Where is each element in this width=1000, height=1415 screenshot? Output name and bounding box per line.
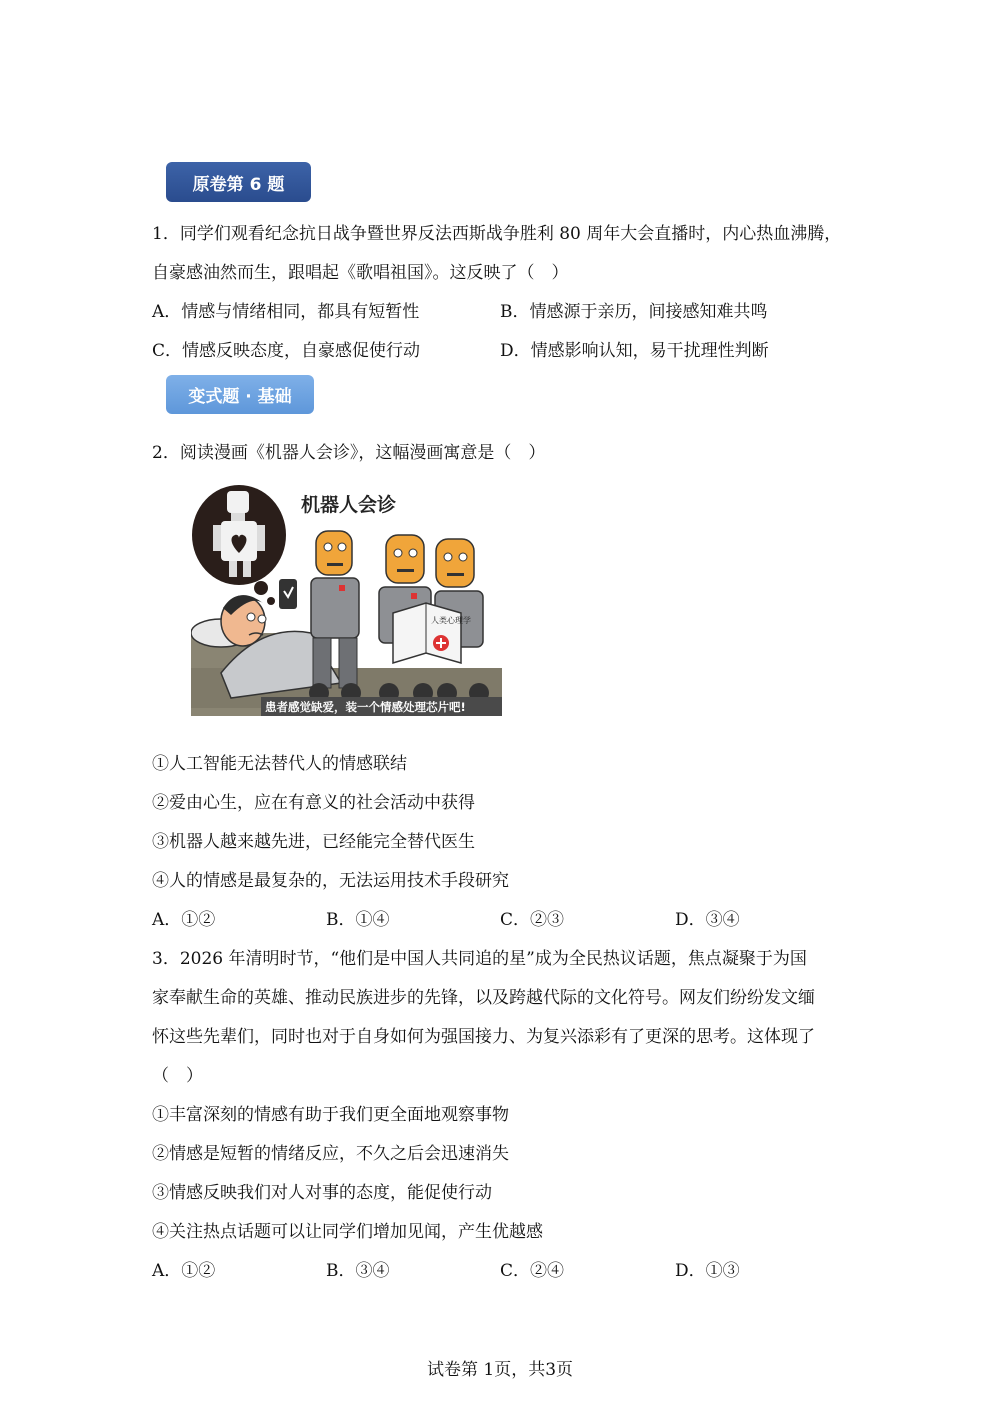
book-label: 人类心理学 bbox=[431, 616, 471, 625]
q3-statement-2: ②情感是短暂的情绪反应，不久之后会迅速消失 bbox=[152, 1144, 509, 1164]
q2-statement-3: ③机器人越来越先进，已经能完全替代医生 bbox=[152, 832, 475, 852]
q2-option-b: B．①④ bbox=[326, 910, 390, 930]
q2-option-c: C．②③ bbox=[500, 910, 565, 930]
robot-consultation-cartoon bbox=[191, 483, 502, 716]
q3-option-d: D．①③ bbox=[675, 1261, 740, 1281]
q1-option-a: A．情感与情绪相同，都具有短暂性 bbox=[152, 302, 420, 322]
q3-stem-line3: 怀这些先辈们，同时也对于自身如何为强国接力、为复兴添彩有了更深的思考。这体现了 bbox=[152, 1027, 815, 1047]
q3-option-a: A．①② bbox=[152, 1261, 216, 1281]
q1-stem-line2: 自豪感油然而生，跟唱起《歌唱祖国》。这反映了（ ） bbox=[152, 263, 569, 283]
original-question-tag: 原卷第 6 题 bbox=[166, 162, 311, 202]
q2-option-a: A．①② bbox=[152, 910, 216, 930]
q3-statement-4: ④关注热点话题可以让同学们增加见闻，产生优越感 bbox=[152, 1222, 543, 1242]
q2-statement-2: ②爱由心生，应在有意义的社会活动中获得 bbox=[152, 793, 475, 813]
q3-option-b: B．③④ bbox=[326, 1261, 390, 1281]
page-footer: 试卷第 1页，共3页 bbox=[426, 1360, 574, 1380]
q1-stem-line1: 1．同学们观看纪念抗日战争暨世界反法西斯战争胜利 80 周年大会直播时，内心热血沸腾， bbox=[152, 224, 842, 244]
q1-option-d: D．情感影响认知，易干扰理性判断 bbox=[500, 341, 769, 361]
q2-stem: 2．阅读漫画《机器人会诊》，这幅漫画寓意是（ ） bbox=[152, 443, 546, 463]
q3-option-c: C．②④ bbox=[500, 1261, 565, 1281]
q1-option-b: B．情感源于亲历，间接感知难共鸣 bbox=[500, 302, 768, 322]
q3-stem-line2: 家奉献生命的英雄、推动民族进步的先锋，以及跨越代际的文化符号。网友们纷纷发文缅 bbox=[152, 988, 815, 1008]
q3-statement-1: ①丰富深刻的情感有助于我们更全面地观察事物 bbox=[152, 1105, 509, 1125]
variant-question-tag: 变式题 · 基础 bbox=[166, 375, 314, 414]
q3-stem-line1: 3．2026 年清明时节，“他们是中国人共同追的星”成为全民热议话题，焦点凝聚于为国 bbox=[152, 949, 807, 969]
cartoon-caption: 患者感觉缺爱，装一个情感处理芯片吧! bbox=[265, 700, 466, 714]
q3-stem-line4: （ ） bbox=[152, 1066, 203, 1086]
q2-statement-1: ①人工智能无法替代人的情感联结 bbox=[152, 754, 407, 774]
q2-option-d: D．③④ bbox=[675, 910, 740, 930]
q2-statement-4: ④人的情感是最复杂的，无法运用技术手段研究 bbox=[152, 871, 509, 891]
q3-statement-3: ③情感反映我们对人对事的态度，能促使行动 bbox=[152, 1183, 492, 1203]
cartoon-title: 机器人会诊 bbox=[301, 494, 397, 516]
q1-option-c: C．情感反映态度，自豪感促使行动 bbox=[152, 341, 421, 361]
